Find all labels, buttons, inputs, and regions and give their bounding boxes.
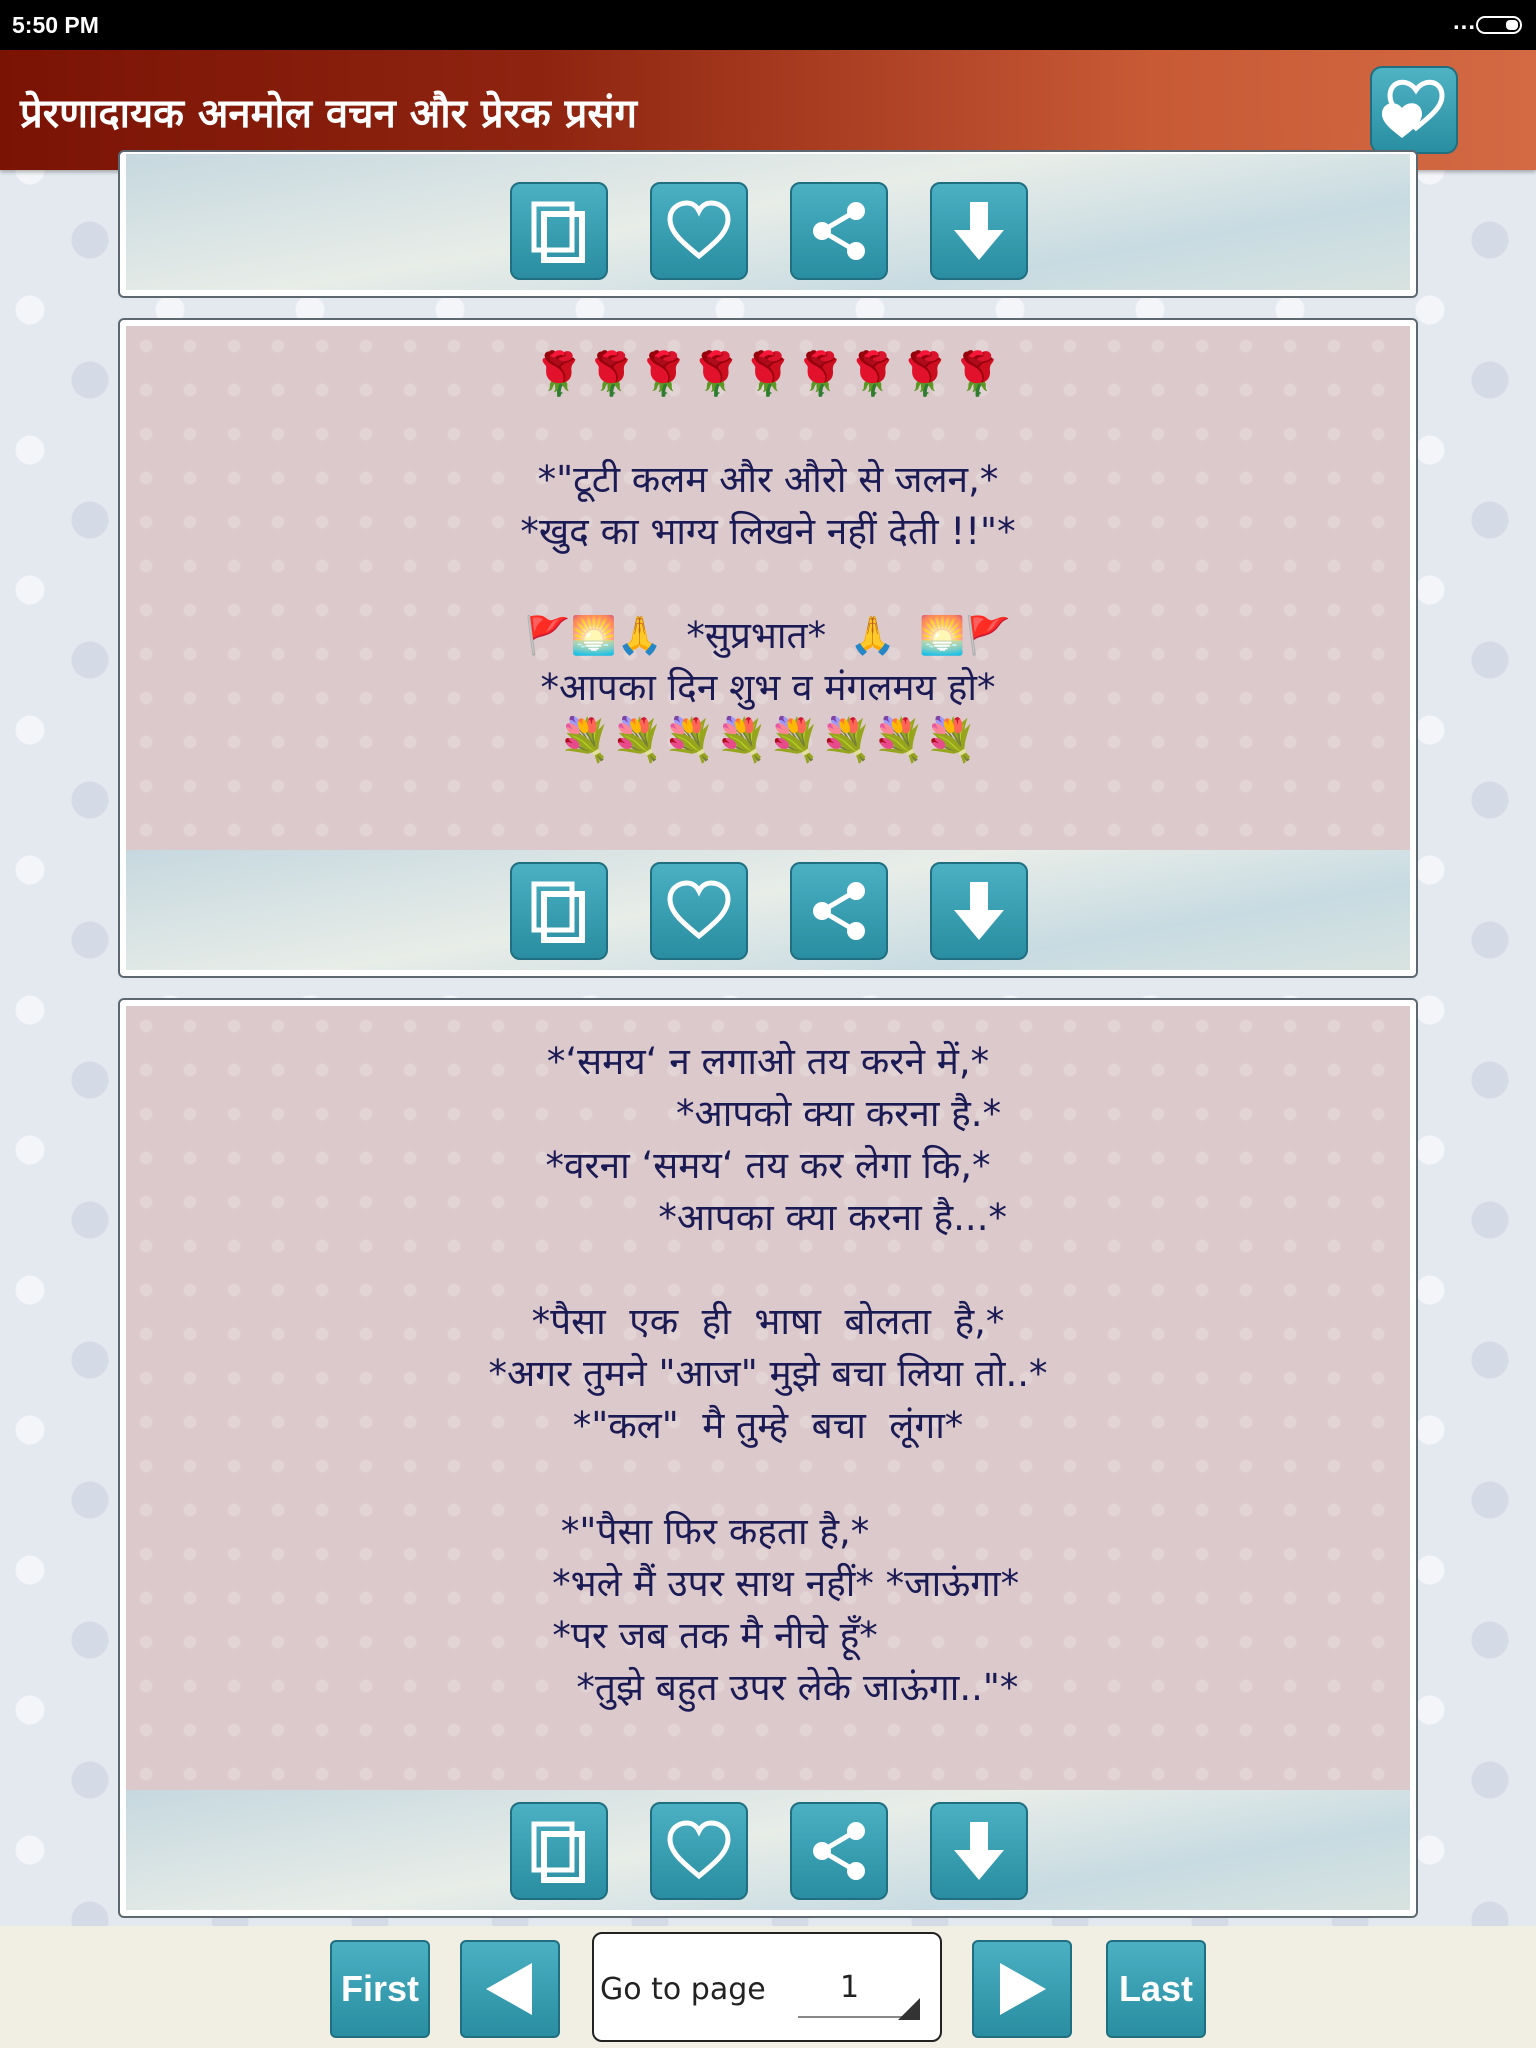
heart-icon — [664, 1816, 734, 1886]
pagination-bar — [0, 1926, 1536, 2048]
last-page-button[interactable]: Last — [1106, 1940, 1206, 2038]
card-toolbar — [126, 154, 1410, 290]
next-page-button[interactable] — [972, 1940, 1072, 2038]
quote-text: *‘समय‘ न लगाओ तय करने में,* *आपको क्या करना है.* *वरना ‘समय‘ तय कर लेगा कि,* *आपका क्या करना है...* — [545, 1040, 1007, 1239]
go-to-page-field[interactable] — [592, 1932, 942, 2042]
go-to-page-label: Go to page — [600, 1972, 766, 2007]
quote-text: *"टूटी कलम और औरो से जलन,* *खुद का भाग्य लिखने नहीं देती !!"* — [520, 458, 1016, 553]
first-page-button[interactable]: First — [330, 1940, 430, 2038]
like-button[interactable] — [650, 182, 748, 280]
heart-icon — [664, 196, 734, 266]
copy-button[interactable] — [510, 182, 608, 280]
status-menu-dots: ... — [1452, 8, 1476, 35]
card-toolbar — [126, 850, 1410, 970]
share-button[interactable] — [790, 1802, 888, 1900]
copy-icon — [524, 196, 594, 266]
download-button[interactable] — [930, 1802, 1028, 1900]
download-button[interactable] — [930, 182, 1028, 280]
download-button[interactable] — [930, 862, 1028, 960]
share-icon — [804, 1816, 874, 1886]
copy-icon — [524, 1816, 594, 1886]
status-bar — [0, 0, 1536, 50]
quote-text: *"पैसा फिर कहता है,* *भले मैं उपर साथ नहीं* *जाऊंगा* *पर जब तक मै नीचे हूँ* *तुझे बहुत उपर लेके जाऊंगा.."* — [552, 1510, 1020, 1709]
share-icon — [804, 196, 874, 266]
card-body — [126, 1006, 1410, 1910]
hearts-icon — [1372, 68, 1456, 152]
quote-card — [118, 998, 1418, 1918]
quote-text: *पैसा एक ही भाषा बोलता है,* *अगर तुमने "आज" मुझे बचा लिया तो..* *"कल" मै तुम्हे बचा लूंगा* — [488, 1300, 1048, 1447]
greeting-text: 🚩🌅🙏 *सुप्रभात* 🙏 🌅🚩 — [524, 614, 1012, 657]
share-icon — [804, 876, 874, 946]
copy-icon — [524, 876, 594, 946]
copy-button[interactable] — [510, 862, 608, 960]
heart-icon — [664, 876, 734, 946]
share-button[interactable] — [790, 182, 888, 280]
card-body — [126, 158, 1410, 290]
battery-icon — [1476, 16, 1522, 34]
flowers-emoji-row: 💐💐💐💐💐💐💐💐 — [558, 715, 978, 764]
download-arrow-icon — [944, 876, 1014, 946]
roses-emoji-row: 🌹🌹🌹🌹🌹🌹🌹🌹🌹 — [532, 349, 1004, 398]
page-number-input[interactable]: 1 — [840, 1970, 860, 2005]
like-button[interactable] — [650, 862, 748, 960]
like-button[interactable] — [650, 1802, 748, 1900]
status-time: 5:50 PM — [12, 12, 99, 38]
wish-text: *आपका दिन शुभ व मंगलमय हो* — [540, 666, 996, 709]
card-toolbar — [126, 1790, 1410, 1910]
triangle-left-icon — [478, 1957, 542, 2021]
copy-button[interactable] — [510, 1802, 608, 1900]
triangle-right-icon — [990, 1957, 1054, 2021]
download-arrow-icon — [944, 1816, 1014, 1886]
quote-card — [118, 318, 1418, 978]
dropdown-corner-icon[interactable] — [898, 1998, 920, 2020]
favorites-button[interactable] — [1370, 66, 1458, 154]
previous-page-button[interactable] — [460, 1940, 560, 2038]
download-arrow-icon — [944, 196, 1014, 266]
quote-card-partial — [118, 150, 1418, 298]
app-title: प्रेरणादायक अनमोल वचन और प्रेरक प्रसंग — [20, 91, 637, 137]
share-button[interactable] — [790, 862, 888, 960]
card-body — [126, 326, 1410, 970]
